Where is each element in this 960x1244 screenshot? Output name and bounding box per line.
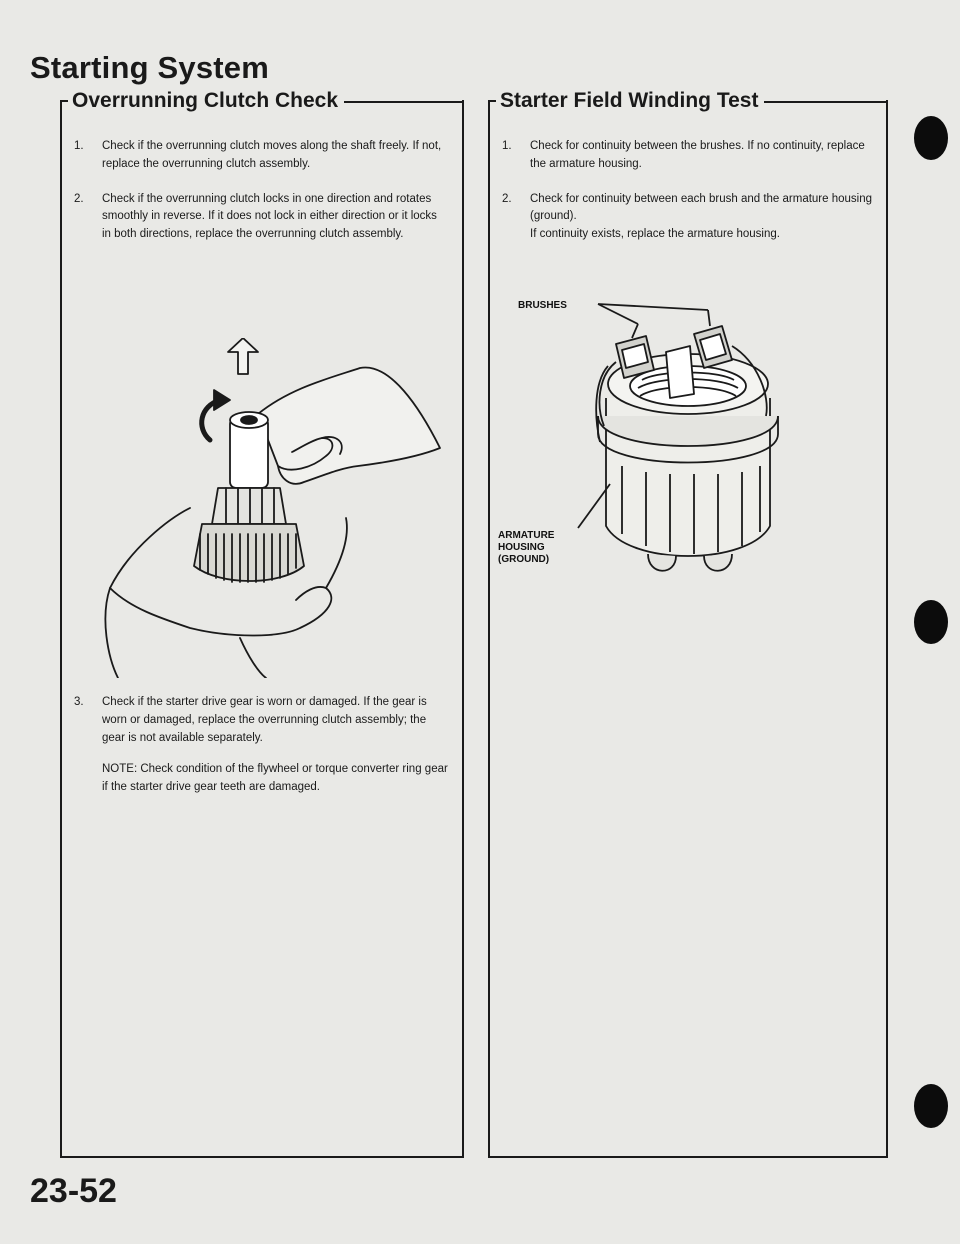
section-heading-text: Overrunning Clutch Check <box>72 89 344 113</box>
hand-rotating-clutch-icon <box>90 338 450 678</box>
overrunning-clutch-section <box>60 88 464 1158</box>
housing-label-line-1: ARMATURE <box>498 530 555 541</box>
housing-label-line-2: HOUSING <box>498 542 545 553</box>
step-item <box>72 138 448 174</box>
step-item <box>72 191 448 244</box>
section-heading-text: Starter Field Winding Test <box>500 89 764 113</box>
step-item <box>500 138 872 174</box>
binding-hole <box>914 600 948 644</box>
step-text: Check if the overrunning clutch moves along the shaft freely. If not, replace the overrunning clutch assembly. <box>102 140 442 170</box>
step-text: Check if the overrunning clutch locks in one direction and rotates smoothly in reverse. If it does not lock in either direction or it locks in both directions, replace the overrunning clutch assembly. <box>102 192 437 241</box>
step-text: Check for continuity between the brushes. If no continuity, replace the armature housing. <box>530 140 865 170</box>
step-list <box>72 694 448 814</box>
section-heading <box>488 88 888 114</box>
step-text: Check for continuity between each brush and the armature housing (ground). <box>530 192 873 223</box>
page-title: Starting System <box>30 50 270 85</box>
step-item <box>72 694 448 797</box>
housing-label-line-3: (GROUND) <box>498 554 550 565</box>
binding-hole <box>914 1084 948 1128</box>
step-number: 2. <box>502 192 512 205</box>
brushes-label: BRUSHES <box>518 300 567 311</box>
binding-hole <box>914 116 948 160</box>
section-heading <box>60 88 464 114</box>
step-number: 1. <box>74 140 84 152</box>
step-text: Check if the starter drive gear is worn or damaged. If the gear is worn or damaged, replace the overrunning clutch assembly; the gear is not available separately. <box>102 696 427 744</box>
page-number: 23-52 <box>30 1172 117 1210</box>
step-item <box>500 191 872 244</box>
step-note: NOTE: Check condition of the flywheel or torque converter ring gear if the starter drive gear teeth are damaged. <box>102 763 448 794</box>
step-number: 1. <box>502 140 512 152</box>
step-number: 3. <box>74 696 84 708</box>
step-number: 2. <box>74 192 84 205</box>
step-text-extra: If continuity exists, replace the armature housing. <box>530 228 780 241</box>
armature-housing-icon <box>498 266 798 586</box>
step-list <box>72 138 448 261</box>
field-winding-section <box>488 88 888 1158</box>
step-list <box>500 138 872 261</box>
